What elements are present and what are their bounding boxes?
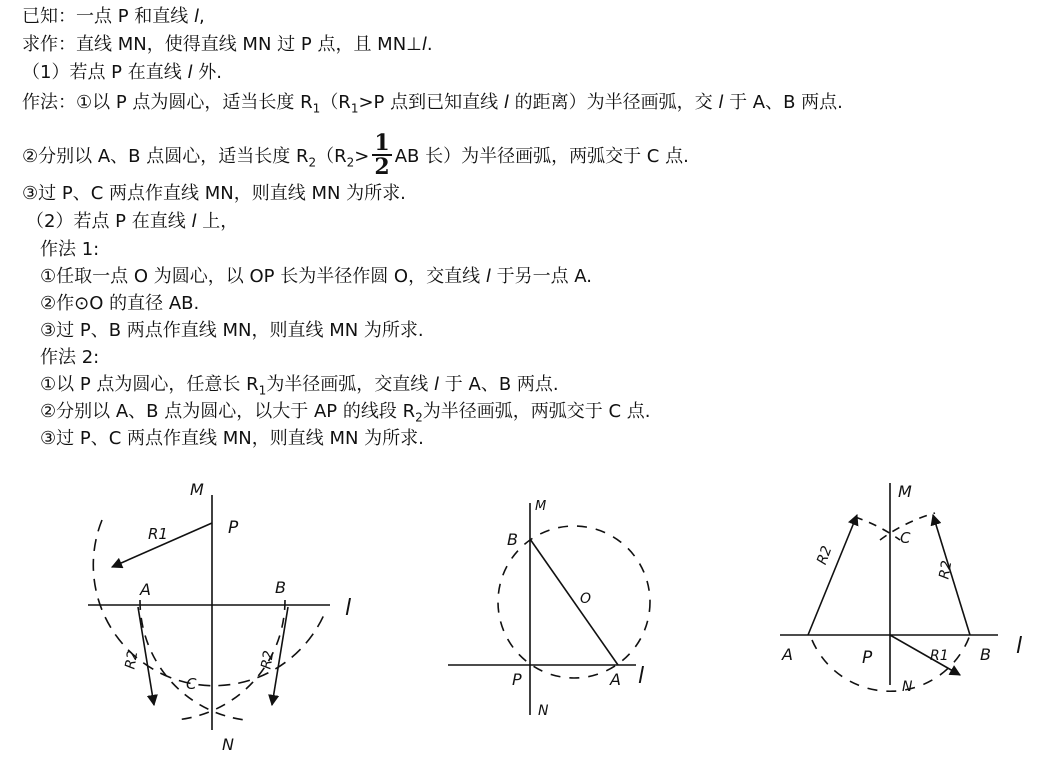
given-text: 已知：一点 P 和直线 [22,6,195,27]
given-line [22,6,205,28]
method2-title: 作法 2: [40,347,100,368]
label-p: P [862,648,873,668]
label-c: C [186,675,197,693]
step-text: ②分别以 A、B 点为圆心，以大于 AP 的线段 R [40,401,416,422]
label-a: A [140,580,151,599]
fraction-one-half [372,132,391,178]
label-r2-right: R2 [258,649,278,671]
step-text: ②分别以 A、B 点圆心，适当长度 R [22,146,309,167]
line-l: l [718,92,724,113]
diameter-ab [530,539,618,665]
label-n: N [222,735,234,754]
label-b: B [507,530,518,549]
step-text: 为半径画弧，两弧交于 C 点. [422,401,651,422]
label-p: P [512,670,522,689]
label-l: l [1016,634,1023,659]
line-l: l [485,266,491,287]
step-text: 为半径画弧，交直线 [266,374,435,395]
case1-heading-suffix: 外. [192,62,222,83]
subscript: 1 [312,101,321,116]
step-text: （R [320,92,351,113]
figure-1-construction [88,480,351,754]
label-b: B [275,578,286,597]
fraction-numerator: 1 [374,130,390,156]
label-b: B [980,645,991,664]
label-r1: R1 [930,648,949,664]
method1-step3: ③过 P、B 两点作直线 MN，则直线 MN 为所求. [40,320,424,341]
case2-heading [26,211,238,233]
method2-step2 [40,401,650,429]
method1-step2: ②作⊙O 的直径 AB. [40,293,200,314]
line-l: l [194,6,200,27]
given-suffix: , [199,6,205,27]
line-l: l [503,92,509,113]
figure-2-construction [448,499,650,719]
case2-heading-text: （2）若点 P 在直线 [26,211,192,232]
step-text: 作法：①以 P 点为圆心，适当长度 R [22,92,313,113]
line-l: l [187,62,193,83]
task-text: 求作：直线 MN，使得直线 MN 过 P 点，且 MN⊥ [22,34,422,55]
subscript: 2 [346,155,355,170]
label-r2-right: R2 [936,559,956,581]
label-a: A [610,670,621,689]
case1-step3: ③过 P、C 两点作直线 MN，则直线 MN 为所求. [22,183,406,204]
label-c: C [900,529,911,547]
subscript: 1 [258,383,267,398]
arc-from-a [140,600,245,720]
label-p: P [228,518,239,538]
case1-heading-text: （1）若点 P 在直线 [22,62,188,83]
arc-from-a [855,517,900,540]
label-r2-left: R2 [814,543,836,567]
task-line [22,34,433,56]
step-text: AB 长）为半径画弧，两弧交于 C 点. [394,146,689,167]
subscript: 2 [415,410,423,425]
line-l: l [191,211,197,232]
step-text: >P 点到已知直线 [358,92,504,113]
step-text: 于 A、B 两点. [723,92,843,113]
method2-step3: ③过 P、C 两点作直线 MN，则直线 MN 为所求. [40,428,424,449]
figures-area [0,455,1062,775]
label-m: M [535,499,547,514]
label-m: M [190,480,204,499]
case1-heading [22,62,222,84]
subscript: 1 [350,101,359,116]
method1-title: 作法 1: [40,239,100,260]
step-text: 的距离）为半径画弧，交 [508,92,719,113]
fraction-denominator: 2 [374,154,390,180]
label-l: l [638,664,645,689]
step-text: 于另一点 A. [490,266,593,287]
step-text: （R [316,146,347,167]
method1-step1 [40,266,592,288]
case1-step1 [22,92,843,120]
step-text: 于 A、B 两点. [439,374,559,395]
case2-heading-suffix: 上， [196,211,239,232]
line-l: l [421,34,427,55]
label-l: l [345,596,352,621]
radius-r2-left [808,515,857,635]
step-text: ①以 P 点为圆心，任意长 R [40,374,259,395]
step-text: > [354,146,370,167]
label-r1: R1 [148,525,168,543]
label-n: N [538,703,549,719]
step-text: ①任取一点 O 为圆心，以 OP 长为半径作圆 O，交直线 [40,266,486,287]
label-m: M [898,482,912,501]
case1-step2 [22,130,689,180]
subscript: 2 [308,155,317,170]
label-n: N [902,679,913,695]
label-a: A [782,645,793,664]
line-l: l [434,374,440,395]
method2-step1 [40,374,559,402]
task-suffix: . [426,34,433,55]
radius-r1 [890,635,960,675]
label-r2-left: R2 [122,649,142,671]
label-o: O [580,591,592,607]
figure-3-construction [780,482,1022,695]
